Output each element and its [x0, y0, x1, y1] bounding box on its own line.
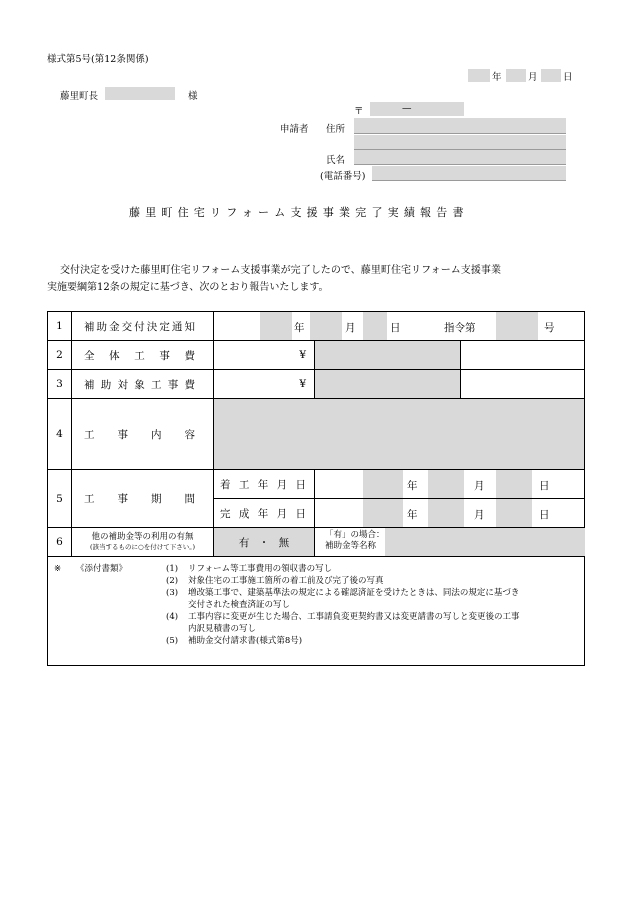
subsidy-name-fields: [315, 528, 584, 556]
end-day-label: 日: [539, 509, 550, 521]
table-row: [48, 312, 585, 341]
attachments-mark: ※: [54, 564, 62, 574]
order-go-label: 号: [544, 322, 555, 334]
row-label-subsidy-cost: 補助対象工事費: [72, 370, 214, 399]
table-row-attachments: [48, 557, 585, 666]
subsidy-name-cell: [315, 528, 585, 557]
end-date-label: 完成年月日: [214, 499, 315, 528]
total-cost-blank: [461, 341, 585, 370]
end-day-field[interactable]: [496, 499, 532, 527]
postal-dash: —: [402, 103, 412, 114]
total-cost-yen: ¥: [214, 341, 315, 370]
item-number: (1): [166, 564, 179, 574]
end-month-field[interactable]: [428, 499, 464, 527]
row-label-total-cost: 全体工事費: [72, 341, 214, 370]
start-date-label: 着工年月日: [214, 470, 315, 499]
row-number: 2: [48, 341, 72, 370]
item-text: 工事内容に変更が生じた場合、工事請負変更契約書又は変更請書の写しと変更後の工事: [188, 612, 520, 622]
subsidy-cost-blank: [461, 370, 585, 399]
item-number: (4): [166, 612, 179, 622]
name-field[interactable]: [354, 150, 566, 165]
end-date-cell: [315, 499, 585, 528]
addressee-suffix: 様: [188, 91, 198, 102]
start-day-label: 日: [539, 480, 550, 492]
row-label-other-subsidy: [72, 528, 214, 557]
other-subsidy-label: 他の補助金等の利用の有無: [91, 532, 194, 542]
total-cost-field[interactable]: [315, 341, 461, 370]
row-label-work-content: 工事内容: [72, 399, 214, 470]
postal-mark: 〒: [354, 106, 364, 117]
attachments-block: [48, 557, 584, 665]
decision-notice-fields: [214, 312, 584, 340]
item-number: (5): [166, 636, 179, 646]
report-table: [47, 311, 585, 666]
item-text: 対象住宅の工事施工箇所の着工前及び完了後の写真: [188, 576, 384, 586]
table-row: [48, 399, 585, 470]
notice-month-label: 月: [345, 322, 356, 334]
attachments-label: 《添付書類》: [76, 564, 128, 574]
decision-notice-cell: [214, 312, 585, 341]
subsidy-cost-field[interactable]: [315, 370, 461, 399]
end-month-label: 月: [474, 509, 485, 521]
date-year-label: 年: [492, 72, 502, 83]
row-number: 3: [48, 370, 72, 399]
address-field-2[interactable]: [354, 135, 566, 150]
table-row: [48, 470, 585, 499]
subsidy-cost-yen: ¥: [214, 370, 315, 399]
case-line-1: 「有」の場合：: [325, 530, 385, 540]
end-date-fields: [315, 499, 584, 527]
item-number: (2): [166, 576, 179, 586]
date-month-label: 月: [528, 72, 538, 83]
notice-month-field[interactable]: [310, 312, 342, 340]
address-field-1[interactable]: [354, 118, 566, 134]
other-subsidy-note: (該当するものに○を付けて下さい。): [90, 543, 195, 551]
other-subsidy-choice[interactable]: 有 ・ 無: [214, 528, 315, 557]
start-year-label: 年: [407, 480, 418, 492]
row-number: 6: [48, 528, 72, 557]
item-number: (3): [166, 588, 179, 598]
date-day-label: 日: [563, 72, 573, 83]
body-line-1: 交付決定を受けた藤里町住宅リフォーム支援事業が完了したので、藤里町住宅リフォーム支援事業: [60, 265, 501, 276]
name-label: 氏名: [326, 155, 346, 166]
order-number-field[interactable]: [496, 312, 538, 340]
start-month-field[interactable]: [428, 470, 464, 498]
date-month-field[interactable]: [506, 69, 526, 82]
table-row: [48, 528, 585, 557]
item-text: 内訳見積書の写し: [188, 624, 257, 634]
applicant-label: 申請者: [280, 124, 309, 135]
date-day-field[interactable]: [541, 69, 561, 82]
work-content-field[interactable]: [214, 399, 585, 470]
end-year-field[interactable]: [363, 499, 403, 527]
date-year-field[interactable]: [468, 69, 490, 82]
notice-day-field[interactable]: [363, 312, 387, 340]
row-number: 5: [48, 470, 72, 528]
address-label: 住所: [326, 124, 346, 135]
row-number: 1: [48, 312, 72, 341]
end-year-label: 年: [407, 509, 418, 521]
notice-year-field[interactable]: [260, 312, 292, 340]
row-label-decision-notice: 補助金交付決定通知: [72, 312, 214, 341]
start-date-fields: [315, 470, 584, 498]
start-date-cell: [315, 470, 585, 499]
row-label-work-period: 工事期間: [72, 470, 214, 528]
phone-label: (電話番号): [320, 171, 366, 182]
row-number: 4: [48, 399, 72, 470]
form-number: 様式第5号(第12条関係): [47, 54, 149, 65]
subsidy-name-field[interactable]: [385, 528, 585, 556]
mayor-name-field[interactable]: [105, 87, 175, 100]
item-text: 補助金交付請求書(様式第8号): [188, 636, 303, 646]
start-month-label: 月: [474, 480, 485, 492]
item-text: リフォーム等工事費用の領収書の写し: [188, 564, 333, 574]
order-number-label: 指令第: [444, 322, 476, 334]
attachments-cell: [48, 557, 585, 666]
phone-field[interactable]: [372, 166, 566, 181]
start-day-field[interactable]: [496, 470, 532, 498]
table-row: [48, 341, 585, 370]
start-year-field[interactable]: [363, 470, 403, 498]
body-line-2: 実施要綱第12条の規定に基づき、次のとおり報告いたします。: [47, 282, 329, 293]
case-line-2: 補助金等名称: [325, 541, 377, 551]
notice-year-label: 年: [294, 322, 305, 334]
item-text: 交付された検査済証の写し: [188, 600, 291, 610]
item-text: 増改築工事で、建築基準法の規定による確認済証を受けたときは、同法の規定に基づき: [188, 588, 520, 598]
notice-day-label: 日: [390, 322, 401, 334]
addressee-prefix: 藤里町長: [60, 91, 99, 102]
table-row: [48, 370, 585, 399]
postal-code-field[interactable]: [370, 102, 464, 116]
document-title: 藤里町住宅リフォーム支援事業完了実績報告書: [129, 206, 469, 219]
